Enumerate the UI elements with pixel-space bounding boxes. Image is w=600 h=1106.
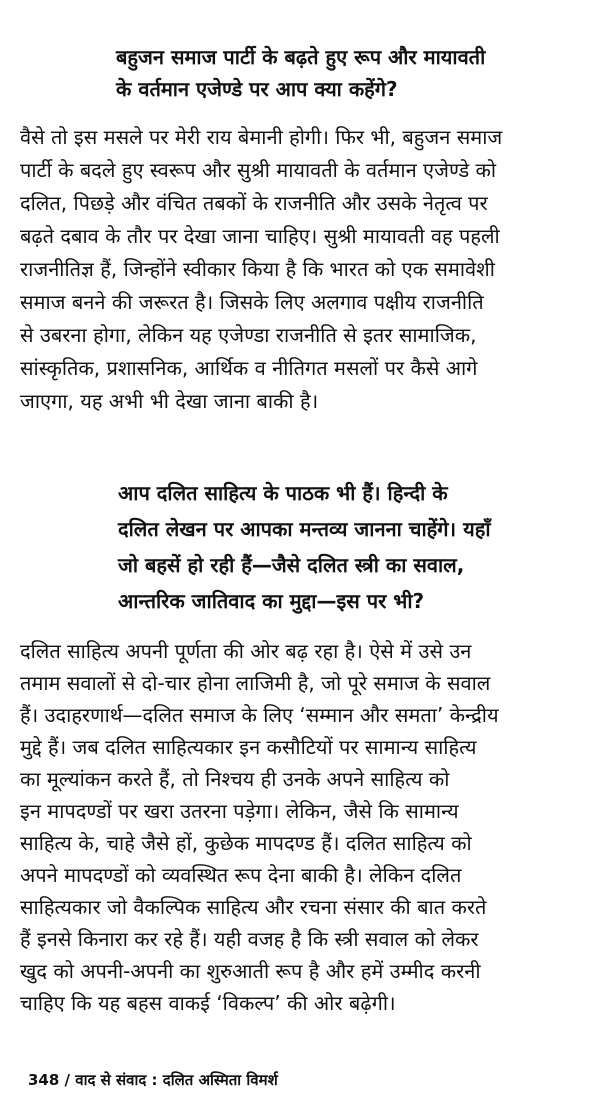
page-footer: 348 / वाद से संवाद : दलित अस्मिता विमर्श bbox=[28, 1071, 278, 1089]
answer-2-line: का मूल्यांकन करते हैं, तो निश्चय ही उनके अपने साहित्य को bbox=[20, 767, 450, 791]
answer-2-line: अपने मापदण्डों को व्यवस्थित रूप देना बाकी है। लेकिन दलित bbox=[20, 863, 462, 887]
question-2-line: आप दलित साहित्य के पाठक भी हैं। हिन्दी के bbox=[118, 481, 448, 505]
answer-1-line: से उबरना होगा, लेकिन यह एजेण्डा राजनीति से इतर सामाजिक, bbox=[20, 323, 477, 347]
question-2-line: जो बहसें हो रही हैं—जैसे दलित स्त्री का सवाल, bbox=[118, 553, 465, 577]
answer-1-line: जाएगा, यह अभी भी देखा जाना बाकी है। bbox=[20, 389, 319, 413]
question-2-line: दलित लेखन पर आपका मन्तव्य जानना चाहेंगे। यहाँ bbox=[118, 517, 491, 541]
answer-1-line: सांस्कृतिक, प्रशासनिक, आर्थिक व नीतिगत मसलों पर कैसे आगे bbox=[20, 356, 478, 380]
answer-2-line: खुद को अपनी-अपनी का शुरुआती रूप है और हमें उम्मीद करनी bbox=[20, 959, 481, 983]
answer-1-line: समाज बनने की जरूरत है। जिसके लिए अलगाव पक्षीय राजनीति bbox=[20, 290, 484, 314]
answer-2-line: हैं इनसे किनारा कर रहे हैं। यही वजह है कि स्त्री सवाल को लेकर bbox=[20, 927, 479, 951]
answer-2-line: हैं। उदाहरणार्थ—दलित समाज के लिए ‘सम्मान और समता’ केन्द्रीय bbox=[20, 703, 499, 727]
answer-2-line: साहित्यकार जो वैकल्पिक साहित्य और रचना संसार की बात करते bbox=[20, 895, 487, 919]
answer-2-line: दलित साहित्य अपनी पूर्णता की ओर बढ़ रहा है। ऐसे में उसे उन bbox=[20, 639, 472, 663]
answer-2-line: मुद्दे हैं। जब दलित साहित्यकार इन कसौटियों पर सामान्य साहित्य bbox=[20, 735, 477, 759]
answer-1-line: राजनीतिज्ञ हैं, जिन्होंने स्वीकार किया है कि भारत को एक समावेशी bbox=[20, 257, 495, 281]
question-1-line: बहुजन समाज पार्टी के बढ़ते हुए रूप और मायावती bbox=[116, 45, 486, 69]
answer-2-line: साहित्य के, चाहे जैसे हों, कुछेक मापदण्ड हैं। दलित साहित्य को bbox=[20, 831, 472, 855]
answer-1-line: पार्टी के बदले हुए स्वरूप और सुश्री मायावती के वर्तमान एजेण्डे को bbox=[20, 158, 497, 182]
answer-1-line: वैसे तो इस मसले पर मेरी राय बेमानी होगी। फिर भी, बहुजन समाज bbox=[20, 125, 503, 149]
answer-1-line: बढ़ते दबाव के तौर पर देखा जाना चाहिए। सुश्री मायावती वह पहली bbox=[20, 224, 500, 248]
answer-2-line: तमाम सवालों से दो-चार होना लाजिमी है, जो पूरे समाज के सवाल bbox=[20, 671, 491, 695]
question-1-line: के वर्तमान एजेण्डे पर आप क्या कहेंगे? bbox=[116, 77, 398, 101]
answer-2-line: इन मापदण्डों पर खरा उतरना पड़ेगा। लेकिन, जैसे कि सामान्य bbox=[20, 799, 459, 823]
question-2-line: आन्तरिक जातिवाद का मुद्दा—इस पर भी? bbox=[118, 589, 425, 613]
answer-2-line: चाहिए कि यह बहस वाकई ‘विकल्प’ की ओर बढ़ेगी। bbox=[20, 991, 396, 1015]
answer-1-line: दलित, पिछड़े और वंचित तबकों के राजनीति और उसके नेतृत्व पर bbox=[20, 191, 488, 215]
